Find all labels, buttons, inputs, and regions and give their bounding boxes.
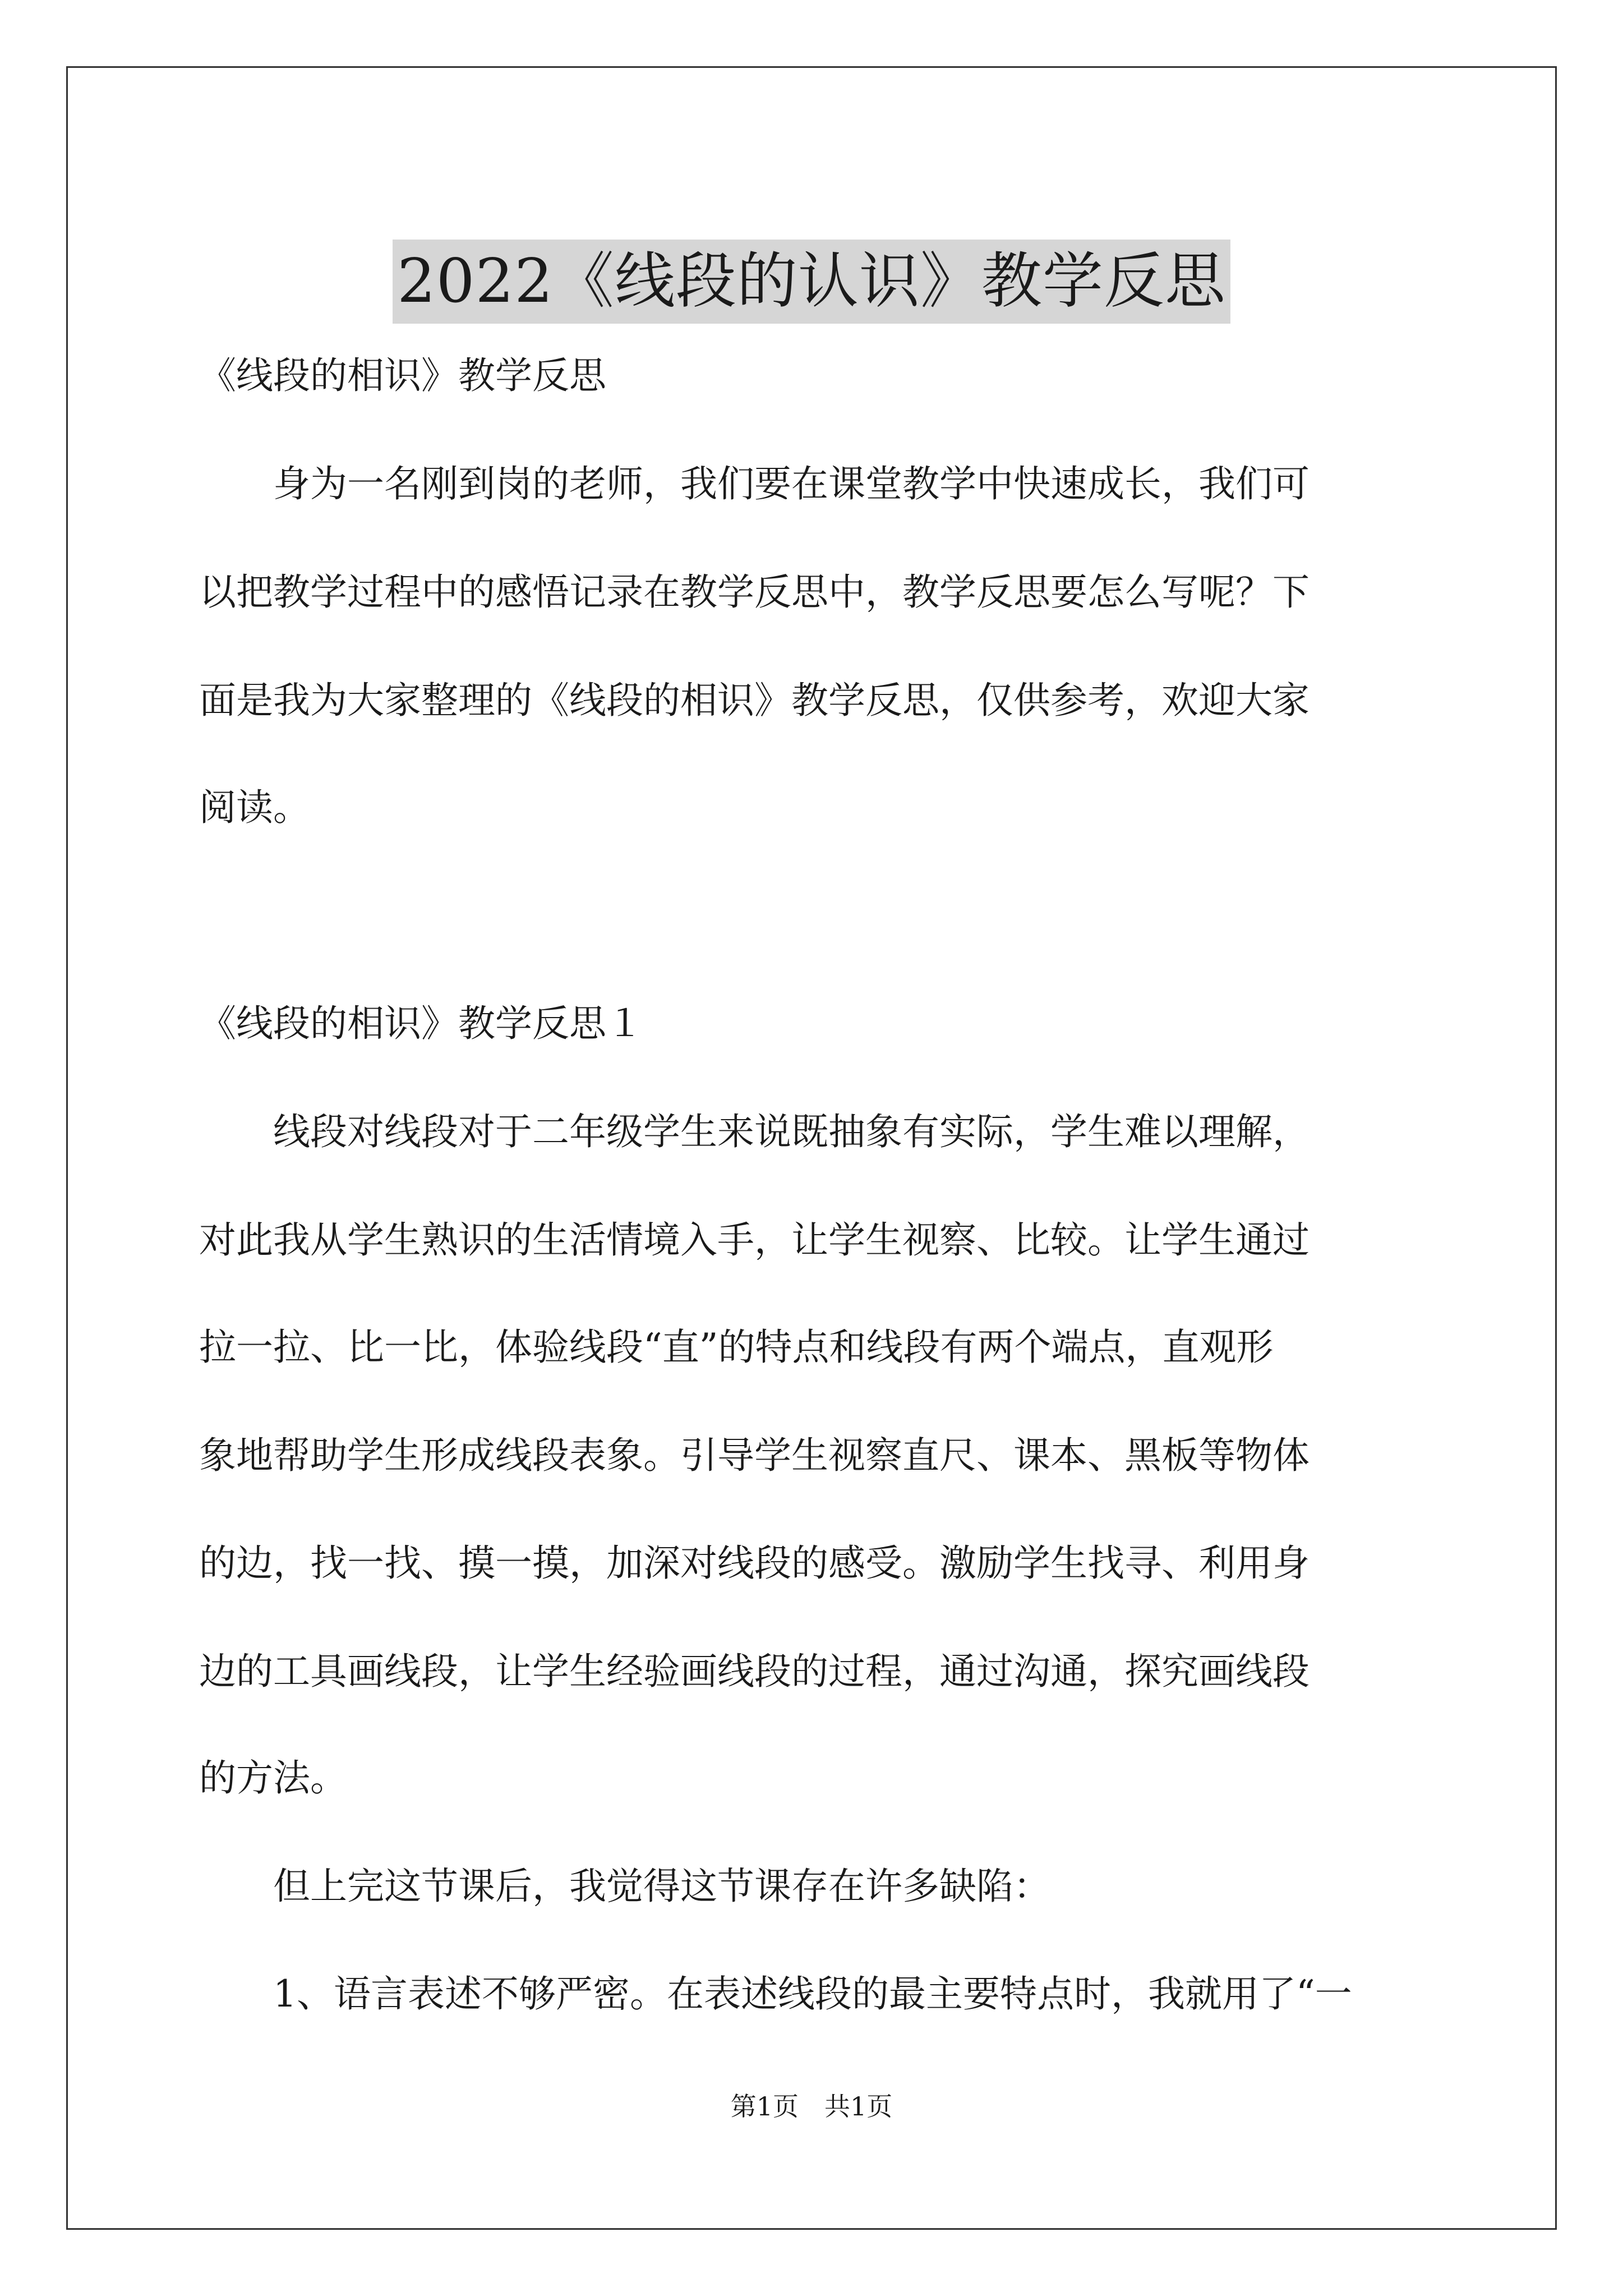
paragraph-line: 象地帮助学生形成线段表象。引导学生视察直尺、课本、黑板等物体	[199, 1434, 1310, 1477]
paragraph-line: 的方法。	[199, 1756, 347, 1800]
paragraph-line: 线段对线段对于二年级学生来说既抽象有实际，学生难以理解，	[199, 1110, 1310, 1153]
title-block	[0, 199, 1623, 365]
document-title: 2022《线段的认识》教学反思	[393, 240, 1230, 324]
paragraph-line: 身为一名刚到岗的老师，我们要在课堂教学中快速成长，我们可	[199, 462, 1310, 505]
paragraph-line: 拉一拉、比一比，体验线段“直”的特点和线段有两个端点，直观形	[199, 1326, 1274, 1369]
paragraph-line: 边的工具画线段，让学生经验画线段的过程，通过沟通，探究画线段	[199, 1650, 1310, 1693]
paragraph-line: 1、语言表述不够严密。在表述线段的最主要特点时，我就用了“一	[199, 1972, 1352, 2016]
paragraph-line: 面是我为大家整理的《线段的相识》教学反思，仅供参考，欢迎大家	[199, 679, 1310, 722]
section-heading: 《线段的相识》教学反思１	[199, 1002, 643, 1045]
paragraph-line: 的边，找一找、摸一摸，加深对线段的感受。激励学生找寻、利用身	[199, 1542, 1310, 1585]
page-footer: 第1页 共1页	[730, 2091, 893, 2122]
paragraph-line: 但上完这节课后，我觉得这节课存在许多缺陷：	[199, 1865, 1050, 1908]
paragraph-line: 对此我从学生熟识的生活情境入手，让学生视察、比较。让学生通过	[199, 1218, 1310, 1262]
section-heading: 《线段的相识》教学反思	[199, 354, 606, 397]
paragraph-line: 以把教学过程中的感悟记录在教学反思中，教学反思要怎么写呢？下	[199, 570, 1310, 614]
paragraph-line: 阅读。	[199, 786, 310, 829]
